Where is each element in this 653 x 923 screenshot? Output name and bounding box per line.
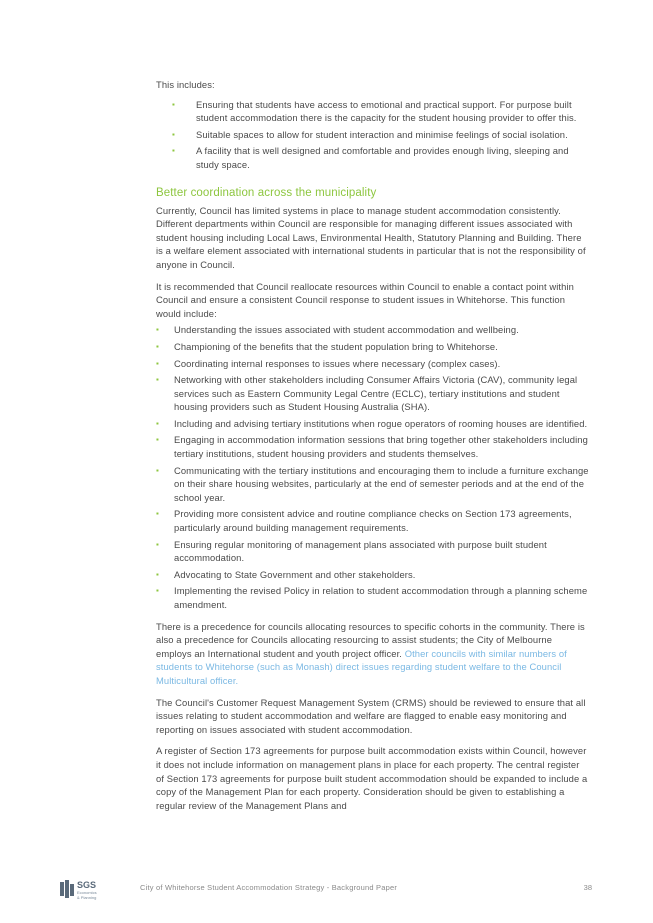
sgs-logo bbox=[60, 878, 118, 900]
bullet-icon: ▪ bbox=[172, 146, 175, 156]
list-item: ▪ Implementing the revised Policy in relation to student accommodation through a planning scheme amendment. bbox=[156, 585, 588, 610]
highlighted-text: Other councils with similar numbers of students to Whitehorse (such as Monash) direct issues regarding student welfare to the Council Multicultural officer. bbox=[156, 647, 567, 686]
list-item: ▪ Coordinating internal responses to issues where necessary (complex cases). bbox=[156, 357, 501, 369]
list-item: ▪ Advocating to State Government and other stakeholders. bbox=[156, 568, 416, 580]
list-item: ▪ A facility that is well designed and comfortable and provides enough living, sleeping and study space. bbox=[172, 145, 569, 170]
paragraph: A register of Section 173 agreements for purpose built accommodation exists within Council, however it does not include information on management plans in place for each property. The central register of Section 173 agreements for purpose built student accommodation should be expanded to include a copy of the Management Plan for each property. Consideration should be given to establishing a regular review of the Management Plans and bbox=[156, 745, 588, 811]
bullet-icon: ▪ bbox=[156, 325, 159, 335]
support-list bbox=[156, 98, 590, 172]
bullet-icon: ▪ bbox=[156, 435, 159, 445]
bullet-icon: ▪ bbox=[172, 99, 175, 109]
page-number: 38 bbox=[583, 883, 592, 892]
intro-text: This includes: bbox=[156, 79, 215, 90]
logo-sub2: & Planning bbox=[77, 895, 97, 900]
bullet-icon: ▪ bbox=[172, 129, 175, 139]
bullet-icon: ▪ bbox=[156, 509, 159, 519]
list-item: ▪ Including and advising tertiary institutions when rogue operators of rooming houses are identified. bbox=[156, 417, 588, 429]
list-item: ▪ Ensuring regular monitoring of management plans associated with purpose built student accommodation. bbox=[156, 538, 547, 564]
paragraph: It is recommended that Council reallocate resources within Council to enable a contact point within Council and ensure a consistent Council response to student issues in Whitehorse. This function would include: bbox=[156, 280, 574, 319]
list-item: ▪ Communicating with the tertiary institutions and encouraging them to include a furniture exchange on their share housing websites, particularly at the end of semester periods and at the end of the school year. bbox=[156, 464, 589, 503]
section-heading: Better coordination across the municipality bbox=[156, 186, 377, 199]
bullet-icon: ▪ bbox=[156, 418, 159, 428]
logo-text: SGS bbox=[77, 880, 97, 890]
function-list bbox=[156, 323, 590, 611]
footer-title: City of Whitehorse Student Accommodation Strategy - Background Paper bbox=[140, 883, 398, 892]
bullet-icon: ▪ bbox=[156, 341, 159, 351]
bullet-icon: ▪ bbox=[156, 586, 159, 596]
bullet-icon: ▪ bbox=[156, 539, 159, 549]
list-item: ▪ Championing of the benefits that the student population bring to Whitehorse. bbox=[156, 340, 498, 352]
bullet-icon: ▪ bbox=[156, 358, 159, 368]
list-item: ▪ Networking with other stakeholders including Consumer Affairs Victoria (CAV), community legal services such as Eastern Community Legal Centre (ECLC), tertiary institutions and student housing providers such as Student Housing Australia (SHA). bbox=[156, 374, 578, 413]
list-item: ▪ Understanding the issues associated with student accommodation and wellbeing. bbox=[156, 324, 519, 336]
page-footer bbox=[60, 878, 600, 902]
list-item: ▪ Suitable spaces to allow for student interaction and minimise feelings of social isolation. bbox=[172, 128, 568, 140]
bullet-icon: ▪ bbox=[156, 375, 159, 385]
logo-sub1: Economics bbox=[77, 890, 97, 895]
list-item: ▪ Providing more consistent advice and routine compliance checks on Section 173 agreements, particularly around building management requirements. bbox=[156, 508, 572, 534]
paragraph: There is a precedence for councils allocating resources to specific cohorts in the community. There is also a precedence for Councils allocating resourcing to assist students; the City of Melbourne employs an International student and youth project officer. Other councils with similar numbers of students to Whitehorse (such as Monash) direct issues regarding student welfare to the Council Multicultural officer. bbox=[156, 620, 585, 686]
list-item: ▪ Ensuring that students have access to emotional and practical support. For purpose built student accommodation there is the capacity for the student housing provider to offer this. bbox=[172, 98, 577, 124]
paragraph: The Council's Customer Request Management System (CRMS) should be reviewed to ensure that all issues relating to student accommodation and welfare are flagged to enable easy monitoring and reporting on issues associated with student accommodation. bbox=[156, 696, 586, 735]
paragraph: Currently, Council has limited systems in place to manage student accommodation consistently. Different departments within Council are responsible for managing different issues associated with student housing including Local Laws, Environmental Health, Statutory Planning and Building. There is a welfare element associated with international students in particular that is not the responsibility of anyone in Council. bbox=[156, 204, 586, 270]
page-content bbox=[156, 78, 590, 812]
list-item: ▪ Engaging in accommodation information sessions that bring together other stakeholders including tertiary institutions, student housing providers and students themselves. bbox=[156, 434, 588, 460]
bullet-icon: ▪ bbox=[156, 569, 159, 579]
bullet-icon: ▪ bbox=[156, 465, 159, 475]
